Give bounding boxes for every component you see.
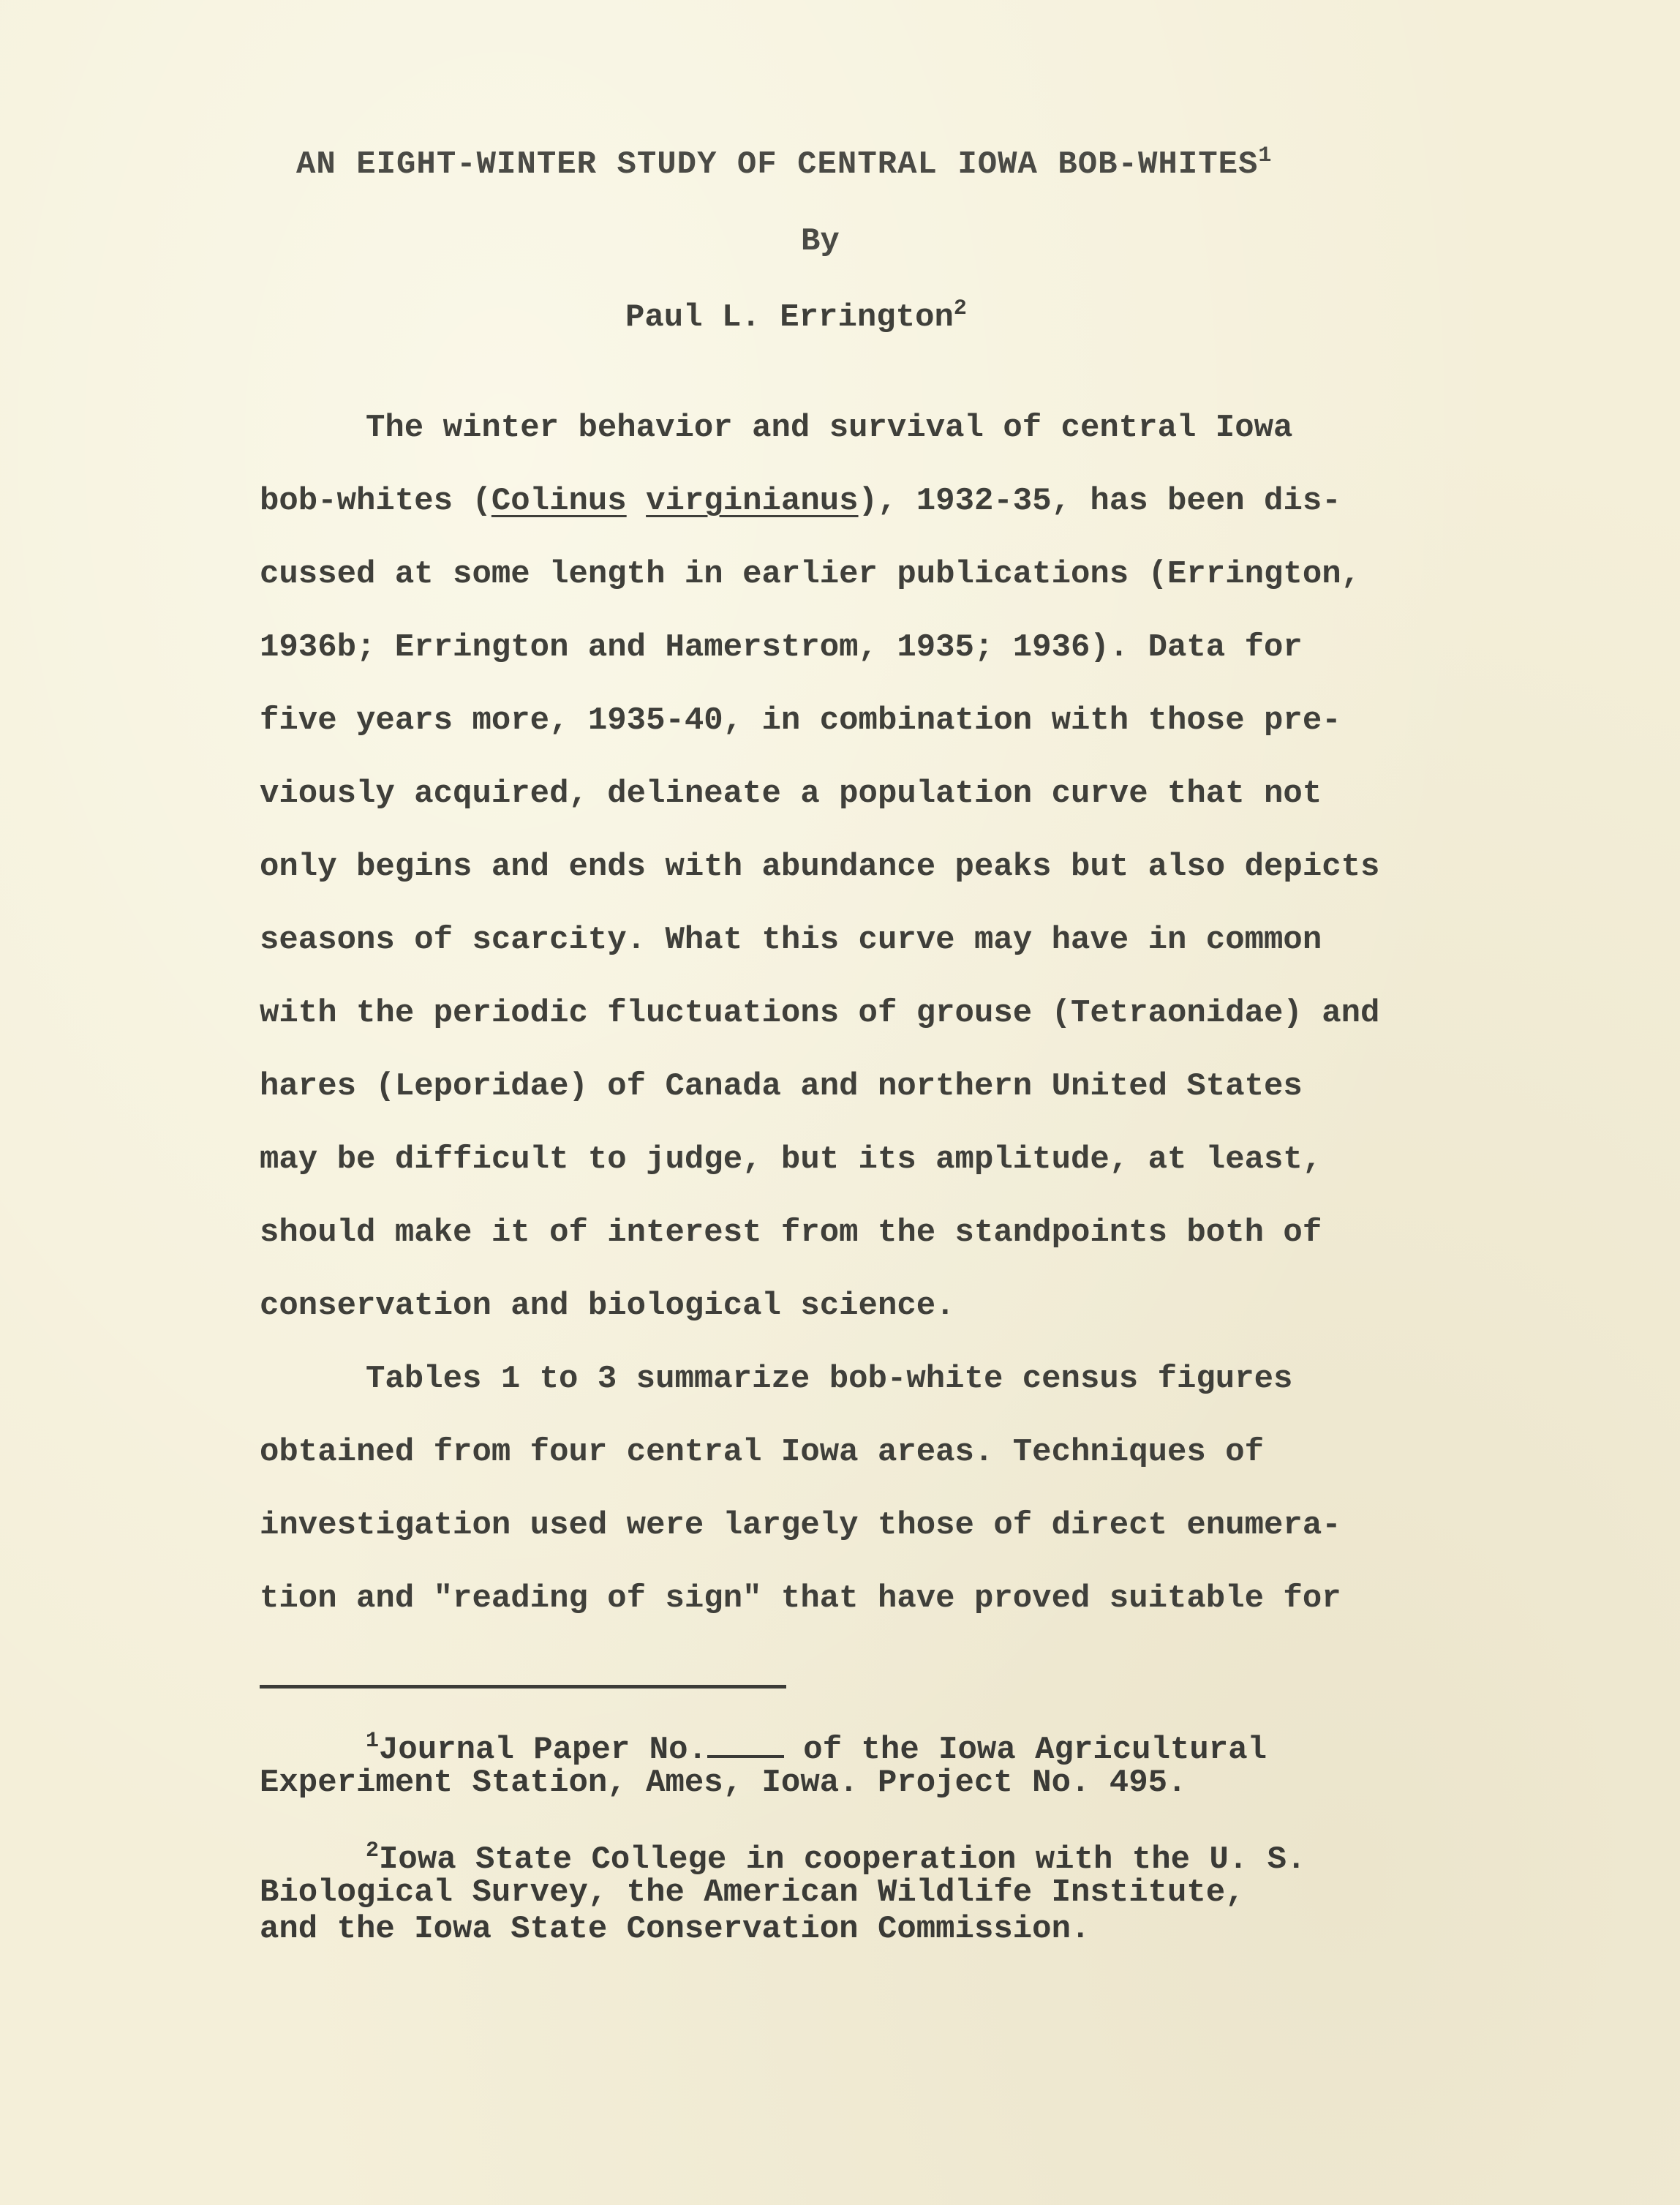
body-line-10: hares (Leporidae) of Canada and northern United States bbox=[260, 1068, 1303, 1105]
body-line-9: with the periodic fluctuations of grouse (Tetraonidae) and bbox=[260, 995, 1380, 1032]
footnote-2-line-2: Biological Survey, the American Wildlife Institute, bbox=[260, 1874, 1245, 1911]
body-line-17: tion and "reading of sign" that have proved suitable for bbox=[260, 1580, 1341, 1617]
author-name bbox=[625, 296, 967, 336]
body-line-7: only begins and ends with abundance peaks but also depicts bbox=[260, 849, 1380, 885]
author-footnote-ref: 2 bbox=[953, 296, 967, 321]
footnote-1-line-2: Experiment Station, Ames, Iowa. Project No. 495. bbox=[260, 1765, 1187, 1801]
paper-number-blank bbox=[707, 1733, 784, 1758]
body-line-2 bbox=[260, 483, 1341, 519]
footnote-1-text-a: Journal Paper No. bbox=[379, 1732, 707, 1768]
footnote-1-mark: 1 bbox=[366, 1729, 380, 1754]
body-line-8: seasons of scarcity. What this curve may have in common bbox=[260, 922, 1322, 958]
body-line-13: conservation and biological science. bbox=[260, 1288, 955, 1324]
footnote-1-line-1 bbox=[366, 1730, 1267, 1766]
body-line-4: 1936b; Errington and Hamerstrom, 1935; 1936). Data for bbox=[260, 629, 1303, 666]
line2-prefix: bob-whites ( bbox=[260, 483, 491, 519]
author-name-text: Paul L. Errington bbox=[625, 299, 954, 336]
document-title-text: AN EIGHT-WINTER STUDY OF CENTRAL IOWA BOB-WHITES bbox=[296, 146, 1259, 183]
body-line-14: Tables 1 to 3 summarize bob-white census figures bbox=[366, 1361, 1293, 1397]
title-footnote-ref: 1 bbox=[1258, 143, 1273, 168]
body-line-11: may be difficult to judge, but its amplitude, at least, bbox=[260, 1141, 1322, 1178]
footnote-2-text: Iowa State College in cooperation with the U. S. bbox=[379, 1841, 1306, 1878]
body-line-6: viously acquired, delineate a population curve that not bbox=[260, 775, 1322, 812]
line2-suffix: ), 1932-35, has been dis- bbox=[858, 483, 1341, 519]
footnote-separator-rule bbox=[260, 1685, 786, 1689]
footnote-2-line-3: and the Iowa State Conservation Commission. bbox=[260, 1911, 1091, 1947]
genus-name: Colinus bbox=[491, 483, 627, 519]
document-title bbox=[296, 143, 1393, 183]
species-name: virginianus bbox=[646, 483, 859, 519]
body-line-3: cussed at some length in earlier publications (Errington, bbox=[260, 556, 1361, 593]
footnote-2-mark: 2 bbox=[366, 1838, 380, 1863]
body-line-15: obtained from four central Iowa areas. Techniques of bbox=[260, 1434, 1265, 1470]
body-line-5: five years more, 1935-40, in combination with those pre- bbox=[260, 702, 1341, 739]
body-line-12: should make it of interest from the standpoints both of bbox=[260, 1214, 1322, 1251]
footnote-1-text-b: of the Iowa Agricultural bbox=[783, 1732, 1267, 1768]
body-line-16: investigation used were largely those of direct enumera- bbox=[260, 1507, 1341, 1544]
byline: By bbox=[801, 223, 840, 260]
body-line-1: The winter behavior and survival of central Iowa bbox=[366, 410, 1293, 446]
footnote-2-line-1 bbox=[366, 1840, 1306, 1876]
